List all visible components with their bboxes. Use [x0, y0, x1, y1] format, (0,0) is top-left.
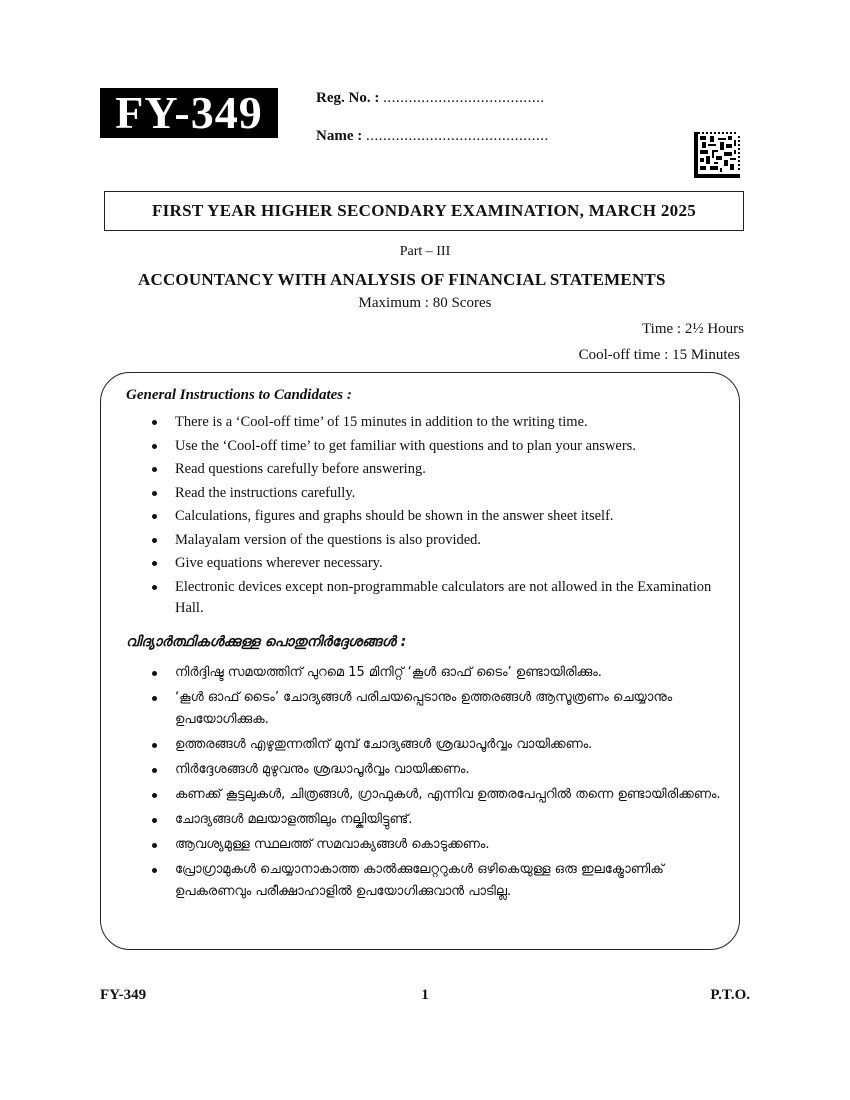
malayalam-instruction-item: ഉത്തരങ്ങൾ എഴുതുന്നതിന് മുമ്പ് ചോദ്യങ്ങൾ ശ്രദ്ധാപൂർവ്വം വായിക്കണം.	[148, 734, 726, 756]
footer-page-number: 1	[421, 987, 429, 1003]
instruction-item: There is a ‘Cool-off time’ of 15 minutes in addition to the writing time.	[148, 412, 728, 433]
name-label: Name :	[316, 128, 363, 144]
time-allowed: Time : 2½ Hours	[642, 321, 744, 337]
malayalam-instruction-item: കണക്ക് കൂട്ടലുകൾ, ചിത്രങ്ങൾ, ഗ്രാഫുകൾ, എന്നിവ ഉത്തരപേപ്പറിൽ തന്നെ ഉണ്ടായിരിക്കണം.	[148, 784, 726, 806]
malayalam-instruction-item: നിർദ്ദിഷ്ട സമയത്തിന് പുറമെ 15 മിനിറ്റ് ‘കൂൾ ഓഫ് ടൈം’ ഉണ്ടായിരിക്കും.	[148, 662, 726, 684]
instructions-list	[148, 412, 728, 621]
reg-no-label: Reg. No. :	[316, 90, 380, 106]
instructions-title: General Instructions to Candidates :	[126, 387, 352, 403]
part-label: Part – III	[399, 244, 451, 259]
instruction-item: Malayalam version of the questions is also provided.	[148, 530, 728, 551]
cool-off-time: Cool-off time : 15 Minutes	[578, 347, 740, 363]
qr-code-icon	[694, 132, 740, 178]
instruction-item: Read questions carefully before answering.	[148, 459, 728, 480]
footer-paper-code: FY-349	[100, 987, 147, 1003]
instruction-item: Use the ‘Cool-off time’ to get familiar with questions and to plan your answers.	[148, 436, 728, 457]
reg-no-field	[316, 90, 545, 107]
max-score: Maximum : 80 Scores	[358, 295, 492, 311]
instruction-item: Give equations wherever necessary.	[148, 553, 728, 574]
paper-code-badge: FY-349	[100, 88, 278, 138]
malayalam-instruction-item: നിർദ്ദേശങ്ങൾ മുഴുവനും ശ്രദ്ധാപൂർവ്വം വായിക്കണം.	[148, 759, 726, 781]
malayalam-instruction-item: പ്രോഗ്രാമുകൾ ചെയ്യാനാകാത്ത കാൽക്കുലേറ്ററുകൾ ഒഴികെയുള്ള ഒരു ഇലക്ട്രോണിക് ഉപകരണവും പരീക്ഷാഹാളിൽ ഉപയോഗിക്കുവാൻ പാടില്ല.	[148, 859, 726, 903]
malayalam-instruction-item: ചോദ്യങ്ങൾ മലയാളത്തിലും നല്കിയിട്ടുണ്ട്.	[148, 809, 726, 831]
footer-pto: P.T.O.	[710, 987, 750, 1003]
instruction-item: Electronic devices except non-programmable calculators are not allowed in the Examination Hall.	[148, 577, 728, 619]
malayalam-instruction-item: ആവശ്യമുള്ള സ്ഥലത്ത് സമവാക്യങ്ങൾ കൊടുക്കണം.	[148, 834, 726, 856]
name-blank: ...........................................	[365, 128, 549, 144]
subject-title: ACCOUNTANCY WITH ANALYSIS OF FINANCIAL STATEMENTS	[138, 270, 666, 289]
instruction-item: Read the instructions carefully.	[148, 483, 728, 504]
malayalam-instruction-item: ‘കൂൾ ഓഫ് ടൈം’ ചോദ്യങ്ങൾ പരിചയപ്പെടാനും ഉത്തരങ്ങൾ ആസൂത്രണം ചെയ്യാനും ഉപയോഗിക്കുക.	[148, 687, 726, 731]
name-field	[316, 128, 549, 145]
reg-no-blank: ......................................	[383, 90, 545, 106]
malayalam-instructions-title: വിദ്യാർത്ഥികൾക്കുള്ള പൊതുനിർദ്ദേശങ്ങൾ :	[126, 634, 407, 650]
instruction-item: Calculations, figures and graphs should be shown in the answer sheet itself.	[148, 506, 728, 527]
malayalam-instructions-list	[148, 662, 726, 906]
exam-title-box: FIRST YEAR HIGHER SECONDARY EXAMINATION, MARCH 2025	[104, 191, 744, 231]
